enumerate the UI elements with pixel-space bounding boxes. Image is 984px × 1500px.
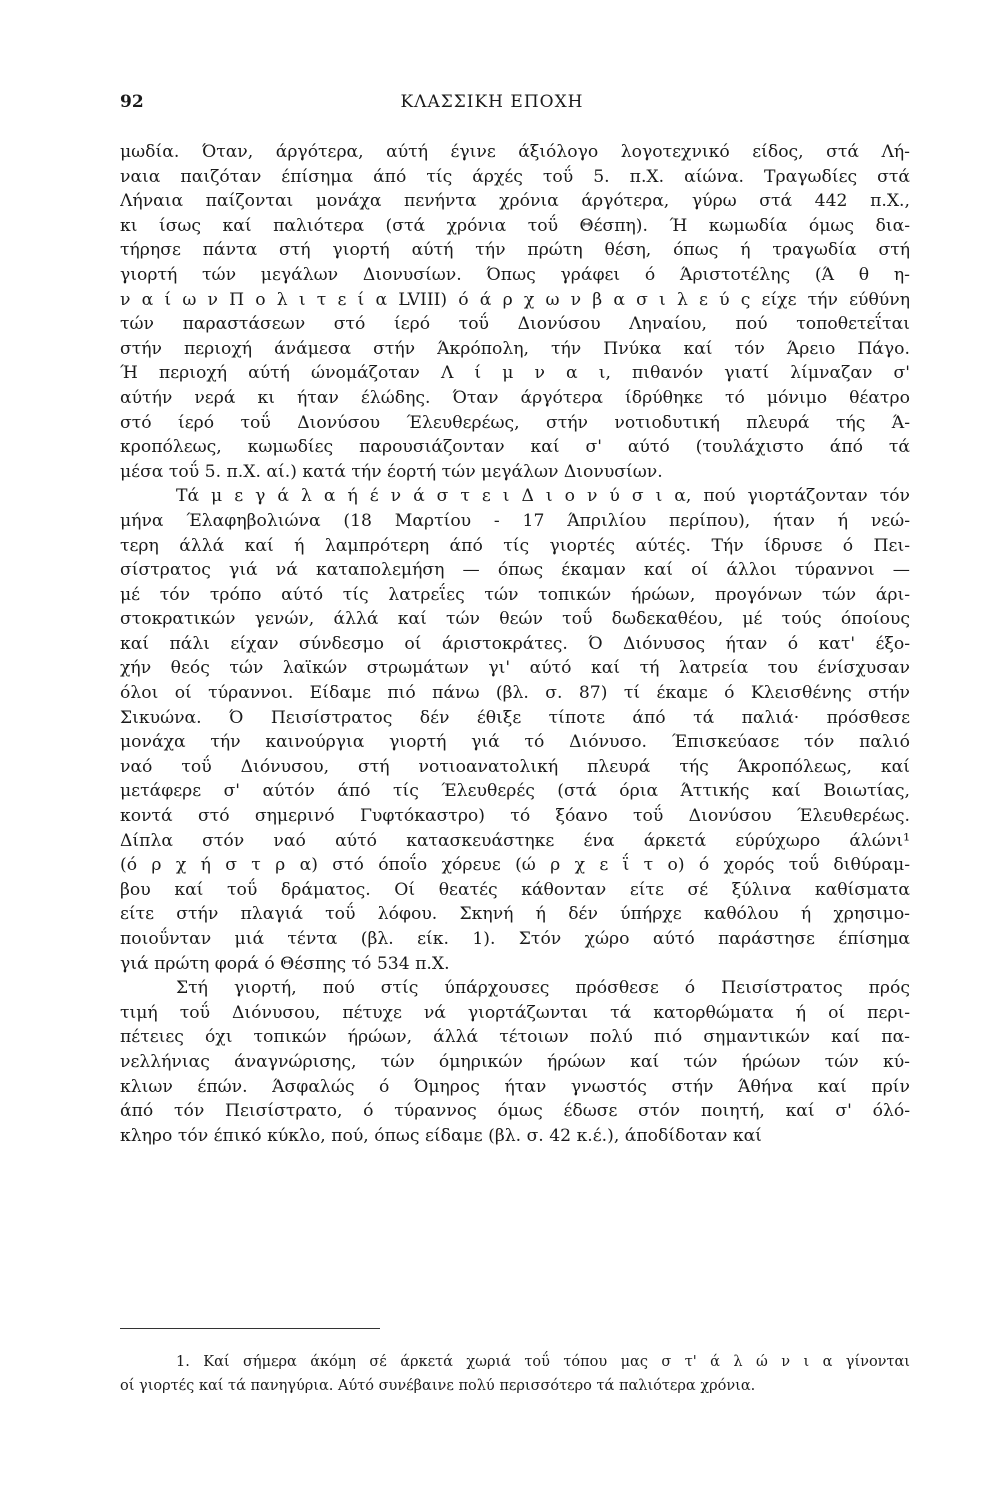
text-line: μήνα Έλαφηβολιώνα (18 Μαρτίου - 17 Άπριλίου περίπου), ήταν ή νεώ- <box>120 510 910 531</box>
text-line: γιορτή τών μεγάλων Διονυσίων. Όπως γράφει ό Άριστοτέλης (Ά θ η- <box>120 264 910 285</box>
text-line: γιά πρώτη φορά ό Θέσπης τό 534 π.Χ. <box>120 953 450 974</box>
text-line: σίστρατος γιά νά καταπολεμήση — όπως έκαμαν καί οί άλλοι τύραννοι — <box>120 560 910 581</box>
text-line: άπό τόν Πεισίστρατο, ό τύραννος όμως έδωσε στόν ποιητή, καί σ' όλό- <box>120 1101 910 1122</box>
text-line: Τά μ ε γ ά λ α ή έ ν ά σ τ ε ι Δ ι ο ν ύ σ ι α, πού γιορτάζονταν τόν <box>176 486 910 507</box>
footnote-rule <box>120 1328 380 1329</box>
footnote-line: οί γιορτές καί τά πανηγύρια. Αύτό συνέβαινε πολύ περισσότερο τά παλιότερα χρόνια. <box>120 1378 756 1394</box>
text-line: μονάχα τήν καινούργια γιορτή γιά τό Διόνυσο. Έπισκεύασε τόν παλιό <box>120 732 910 753</box>
footnotes <box>120 1350 910 1398</box>
footnote-line: 1. Καί σήμερα άκόμη σέ άρκετά χωριά τοΰ τόπου μας σ τ' ά λ ώ ν ι α γίνονται <box>176 1354 910 1370</box>
text-line: Δίπλα στόν ναό αύτό κατασκευάστηκε ένα άρκετά εύρύχωρο άλώνι¹ <box>120 830 910 851</box>
text-line: μέ τόν τρόπο αύτό τίς λατρεΐες τών τοπικών ήρώων, προγόνων τών άρι- <box>120 584 910 605</box>
text-line: κι ίσως καί παλιότερα (στά χρόνια τοΰ Θέσπη). Ή κωμωδία όμως δια- <box>120 215 910 236</box>
text-line: αύτήν νερά κι ήταν έλώδης. Όταν άργότερα ίδρύθηκε τό μόνιμο θέατρο <box>120 387 910 408</box>
text-line: Ή περιοχή αύτή ώνομάζοταν Λ ί μ ν α ι, πιθανόν γιατί λίμναζαν σ' <box>120 363 910 384</box>
text-line: βου καί τοΰ δράματος. Οί θεατές κάθονταν είτε σέ ξύλινα καθίσματα <box>120 879 910 900</box>
text-line: κληρο τόν έπικό κύκλο, πού, όπως είδαμε (βλ. σ. 42 κ.έ.), άποδίδοταν καί <box>120 1125 762 1146</box>
text-line: (ό ρ χ ή σ τ ρ α) στό όποΐο χόρευε (ώ ρ χ ε ΐ τ ο) ό χορός τοΰ διθύραμ- <box>120 855 910 876</box>
text-line: όλοι οί τύραννοι. Είδαμε πιό πάνω (βλ. σ. 87) τί έκαμε ό Κλεισθένης στήν <box>120 683 910 704</box>
text-line: ν α ί ω ν Π ο λ ι τ ε ί α LVIII) ό ά ρ χ ω ν β α σ ι λ ε ύ ς είχε τήν εύθύνη <box>120 289 910 310</box>
text-line: πέτειες όχι τοπικών ήρώων, άλλά τέτοιων πολύ πιό σημαντικών καί πα- <box>120 1027 910 1048</box>
text-line: τιμή τοΰ Διόνυσου, πέτυχε νά γιορτάζωνται τά κατορθώματα ή οί περι- <box>120 1002 910 1023</box>
text-line: κλιων έπών. Άσφαλώς ό Όμηρος ήταν γνωστός στήν Άθήνα καί πρίν <box>120 1076 910 1097</box>
text-line: μέσα τοΰ 5. π.Χ. αί.) κατά τήν έορτή τών μεγάλων Διονυσίων. <box>120 461 663 482</box>
text-line: κοντά στό σημερινό Γυφτόκαστρο) τό ξόανο τοΰ Διονύσου Έλευθερέως. <box>120 806 910 827</box>
text-line: ναια παιζόταν έπίσημα άπό τίς άρχές τοΰ 5. π.Χ. αίώνα. Τραγωδίες στά <box>120 166 910 187</box>
text-line: νελλήνιας άναγνώρισης, τών όμηρικών ήρώων καί τών ήρώων τών κύ- <box>120 1051 910 1072</box>
text-line: στήν περιοχή άνάμεσα στήν Άκρόπολη, τήν Πνύκα καί τόν Άρειο Πάγο. <box>120 338 910 359</box>
text-line: καί πάλι είχαν σύνδεσμο οί άριστοκράτες. Ό Διόνυσος ήταν ό κατ' έξο- <box>120 633 910 654</box>
text-line: κροπόλεως, κωμωδίες παρουσιάζονταν καί σ' αύτό (τουλάχιστο άπό τά <box>120 437 910 458</box>
text-line: Λήναια παίζονται μονάχα πενήντα χρόνια άργότερα, γύρω στά 442 π.Χ., <box>120 191 910 212</box>
page-number: 92 <box>120 92 144 112</box>
text-line: Στή γιορτή, πού στίς ύπάρχουσες πρόσθεσε ό Πεισίστρατος πρός <box>176 978 910 999</box>
text-line: ναό τοΰ Διόνυσου, στή νοτιοανατολική πλευρά τής Άκροπόλεως, καί <box>120 756 910 777</box>
text-line: τερη άλλά καί ή λαμπρότερη άπό τίς γιορτές αύτές. Τήν ίδρυσε ό Πει- <box>120 535 910 556</box>
text-line: στοκρατικών γενών, άλλά καί τών θεών τοΰ δωδεκαθέου, μέ τούς όποίους <box>120 609 910 630</box>
text-line: τών παραστάσεων στό ίερό τοΰ Διονύσου Ληναίου, πού τοποθετεΐται <box>120 314 910 335</box>
running-header: ΚΛΑΣΣΙΚΗ ΕΠΟΧΗ <box>400 92 584 112</box>
text-line: στό ίερό τοΰ Διονύσου Έλευθερέως, στήν νοτιοδυτική πλευρά τής Ά- <box>120 412 910 433</box>
body-text <box>120 140 910 1148</box>
text-line: τήρησε πάντα στή γιορτή αύτή τήν πρώτη θέση, όπως ή τραγωδία στή <box>120 240 910 261</box>
text-line: είτε στήν πλαγιά τοΰ λόφου. Σκηνή ή δέν ύπήρχε καθόλου ή χρησιμο- <box>120 904 910 925</box>
text-line: ποιοΰνταν μιά τέντα (βλ. είκ. 1). Στόν χώρο αύτό παράστησε έπίσημα <box>120 929 910 949</box>
text-line: χήν θεός τών λαϊκών στρωμάτων γι' αύτό καί τή λατρεία του ένίσχυσαν <box>120 658 910 679</box>
text-line: μετάφερε σ' αύτόν άπό τίς Έλευθερές (στά όρια Άττικής καί Βοιωτίας, <box>120 781 910 802</box>
text-line: μωδία. Όταν, άργότερα, αύτή έγινε άξιόλογο λογοτεχνικό είδος, στά Λή- <box>120 142 910 162</box>
text-line: Σικυώνα. Ό Πεισίστρατος δέν έθιξε τίποτε άπό τά παλιά· πρόσθεσε <box>120 707 910 728</box>
